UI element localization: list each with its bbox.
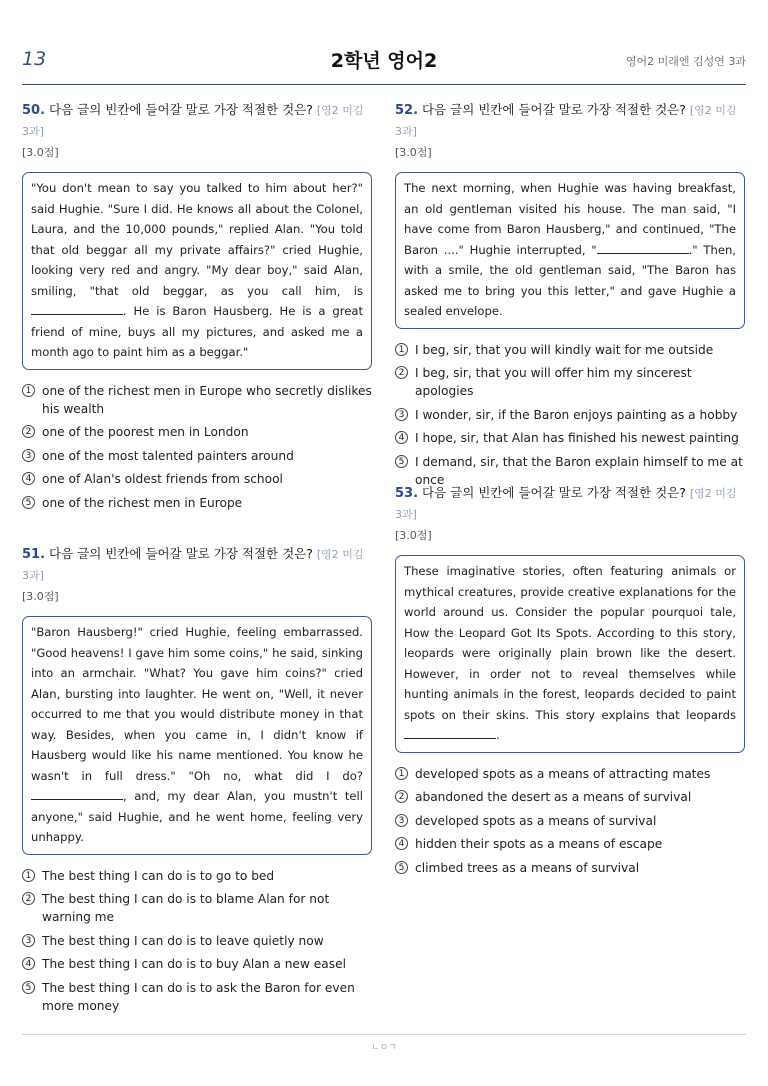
choice-2[interactable] <box>22 423 372 441</box>
choice-text: The best thing I can do is to leave quietly now <box>42 933 324 948</box>
question-header <box>395 100 745 142</box>
question-score: [3.0점] <box>22 590 59 603</box>
question-prompt: 다음 글의 빈칸에 들어갈 말로 가장 적절한 것은? <box>49 102 313 117</box>
passage-box <box>395 555 745 753</box>
choice-text: developed spots as a means of survival <box>415 813 657 828</box>
choice-text: I wonder, sir, if the Baron enjoys painting as a hobby <box>415 407 738 422</box>
question-tag: [영2 미김 3과] <box>395 104 737 138</box>
question-number: 50. <box>22 103 46 118</box>
choice-3[interactable] <box>395 812 745 830</box>
question-header <box>395 483 745 525</box>
choice-5[interactable] <box>22 494 372 512</box>
question-number: 51. <box>22 547 46 562</box>
choice-marker: 5 <box>395 455 408 468</box>
choice-text: I demand, sir, that the Baron explain himself to me at once <box>415 454 743 487</box>
question-tag: [영2 미김 3과] <box>22 104 364 138</box>
choice-marker: 4 <box>395 837 408 850</box>
question-score: [3.0점] <box>395 529 432 542</box>
choice-text: The best thing I can do is to ask the Baron for even more money <box>42 980 355 1013</box>
question-53 <box>395 483 745 882</box>
choice-marker: 3 <box>22 449 35 462</box>
choice-marker: 1 <box>395 343 408 356</box>
choice-text: The best thing I can do is to blame Alan for not warning me <box>42 892 330 924</box>
choice-marker: 2 <box>395 366 408 379</box>
choice-marker: 5 <box>22 981 35 994</box>
choice-text: climbed trees as a means of survival <box>415 860 640 875</box>
choice-marker: 1 <box>22 384 35 397</box>
choice-list <box>22 382 372 512</box>
question-51 <box>22 544 372 1020</box>
passage-text-before: "Baron Hausberg!" cried Hughie, feeling embarrassed. "Good heavens! I gave him some coins," he said, sinking into an armchair. "What? You gave him coins?" cried Alan, bursting into laughter. He went on, "Well, it never occurred to me that you would distribute money in that way. Besides, when you came in, I didn't know if Hausberg would like his name mentioned. You know he wasn't in full dress." "Oh no, what did I do? <box>31 625 363 783</box>
choice-marker: 4 <box>22 472 35 485</box>
choice-1[interactable] <box>395 341 745 359</box>
choice-4[interactable] <box>395 835 745 853</box>
choice-2[interactable] <box>22 890 372 926</box>
answer-blank <box>31 302 123 315</box>
passage-box <box>22 616 372 855</box>
choice-text: I beg, sir, that you will kindly wait for me outside <box>415 342 714 357</box>
question-50 <box>22 100 372 517</box>
answer-blank <box>404 726 496 739</box>
choice-4[interactable] <box>22 955 372 973</box>
choice-5[interactable] <box>395 859 745 877</box>
choice-text: abandoned the desert as a means of survival <box>415 790 692 804</box>
question-prompt: 다음 글의 빈칸에 들어갈 말로 가장 적절한 것은? <box>422 485 686 500</box>
choice-marker: 5 <box>22 496 35 509</box>
choice-text: one of the richest men in Europe who secretly dislikes his wealth <box>42 383 372 416</box>
choice-list <box>395 341 745 489</box>
choice-text: one of the richest men in Europe <box>42 495 243 510</box>
page-title: 2학년 영어2 <box>330 50 438 72</box>
choice-list <box>22 867 372 1015</box>
choice-marker: 3 <box>395 408 408 421</box>
choice-1[interactable] <box>395 765 745 783</box>
question-tag: [영2 미김 3과] <box>395 487 737 521</box>
passage-box <box>395 172 745 329</box>
question-score: [3.0점] <box>395 146 432 159</box>
choice-2[interactable] <box>395 788 745 806</box>
passage-text-before: The next morning, when Hughie was having breakfast, an old gentleman visited his house. The man said, "I have come from Baron Hausberg," and continued, "The Baron ...." Hughie interrupted, " <box>404 181 736 257</box>
passage-text-after: . <box>496 728 500 742</box>
page-header <box>22 40 746 85</box>
choice-text: one of the most talented painters around <box>42 448 294 463</box>
question-header <box>22 544 372 586</box>
choice-2[interactable] <box>395 364 745 400</box>
choice-3[interactable] <box>395 406 745 424</box>
choice-text: one of Alan's oldest friends from school <box>42 472 283 486</box>
choice-text: The best thing I can do is to go to bed <box>42 868 275 883</box>
choice-marker: 2 <box>22 425 35 438</box>
choice-marker: 2 <box>395 790 408 803</box>
question-score: [3.0점] <box>22 146 59 159</box>
page-number: 13 <box>22 48 47 70</box>
choice-3[interactable] <box>22 932 372 950</box>
question-number: 53. <box>395 486 419 501</box>
choice-4[interactable] <box>395 429 745 447</box>
footer-divider <box>22 1034 746 1035</box>
answer-blank <box>31 787 123 800</box>
choice-marker: 1 <box>22 869 35 882</box>
choice-marker: 5 <box>395 861 408 874</box>
passage-text-after: ." Then, with a smile, the old gentleman said, "The Baron has asked me to bring you this letter," and gave Hughie a sealed envelope. <box>404 242 736 318</box>
choice-1[interactable] <box>22 867 372 885</box>
passage-text-before: "You don't mean to say you talked to him about her?" said Hughie. "Sure I did. He knows all about the Colonel, Laura, and the 10,000 pounds," replied Alan. "You told that old beggar all my private affairs?" cried Hughie, looking very red and angry. "My dear boy," said Alan, smiling, "that old beggar, as you call him, is <box>31 181 363 298</box>
choice-marker: 4 <box>22 957 35 970</box>
choice-text: hidden their spots as a means of escape <box>415 837 663 851</box>
question-prompt: 다음 글의 빈칸에 들어갈 말로 가장 적절한 것은? <box>422 102 686 117</box>
question-header <box>22 100 372 142</box>
question-52 <box>395 100 745 494</box>
passage-box <box>22 172 372 370</box>
choice-text: I hope, sir, that Alan has finished his newest painting <box>415 431 739 445</box>
choice-marker: 4 <box>395 431 408 444</box>
passage-text-before: These imaginative stories, often featuring animals or mythical creatures, provide creative explanations for the world around us. Consider the popular pourquoi tale, How the Leopard Got Its Spots. According to this story, leopards were originally plain brown like the desert. However, in order not to reveal themselves while hunting animals in the forest, leopards decided to paint spots on their skins. This story explains that leopards <box>404 564 736 722</box>
choice-marker: 2 <box>22 892 35 905</box>
choice-marker: 3 <box>395 814 408 827</box>
choice-text: I beg, sir, that you will offer him my sincerest apologies <box>415 366 692 398</box>
question-prompt: 다음 글의 빈칸에 들어갈 말로 가장 적절한 것은? <box>49 546 313 561</box>
choice-4[interactable] <box>22 470 372 488</box>
footer-page-label: ㄴㅇㄱ <box>370 1043 398 1053</box>
choice-1[interactable] <box>22 382 372 418</box>
answer-blank <box>597 241 689 254</box>
choice-5[interactable] <box>22 979 372 1015</box>
choice-marker: 3 <box>22 934 35 947</box>
page-subtitle: 영어2 미래엔 김성연 3과 <box>625 55 746 68</box>
passage-text-after: . He is Baron Hausberg. He is a great friend of mine, buys all my pictures, and asked me a month ago to paint him as a beggar." <box>31 304 363 359</box>
choice-3[interactable] <box>22 447 372 465</box>
question-tag: [영2 미김 3과] <box>22 548 364 582</box>
choice-text: developed spots as a means of attracting mates <box>415 766 711 781</box>
choice-text: one of the poorest men in London <box>42 425 249 439</box>
choice-text: The best thing I can do is to buy Alan a new easel <box>42 957 346 971</box>
passage-text-after: , and, my dear Alan, you mustn't tell anyone," said Hughie, and he went home, feeling very unhappy. <box>31 789 363 844</box>
question-number: 52. <box>395 103 419 118</box>
choice-list <box>395 765 745 877</box>
choice-marker: 1 <box>395 767 408 780</box>
